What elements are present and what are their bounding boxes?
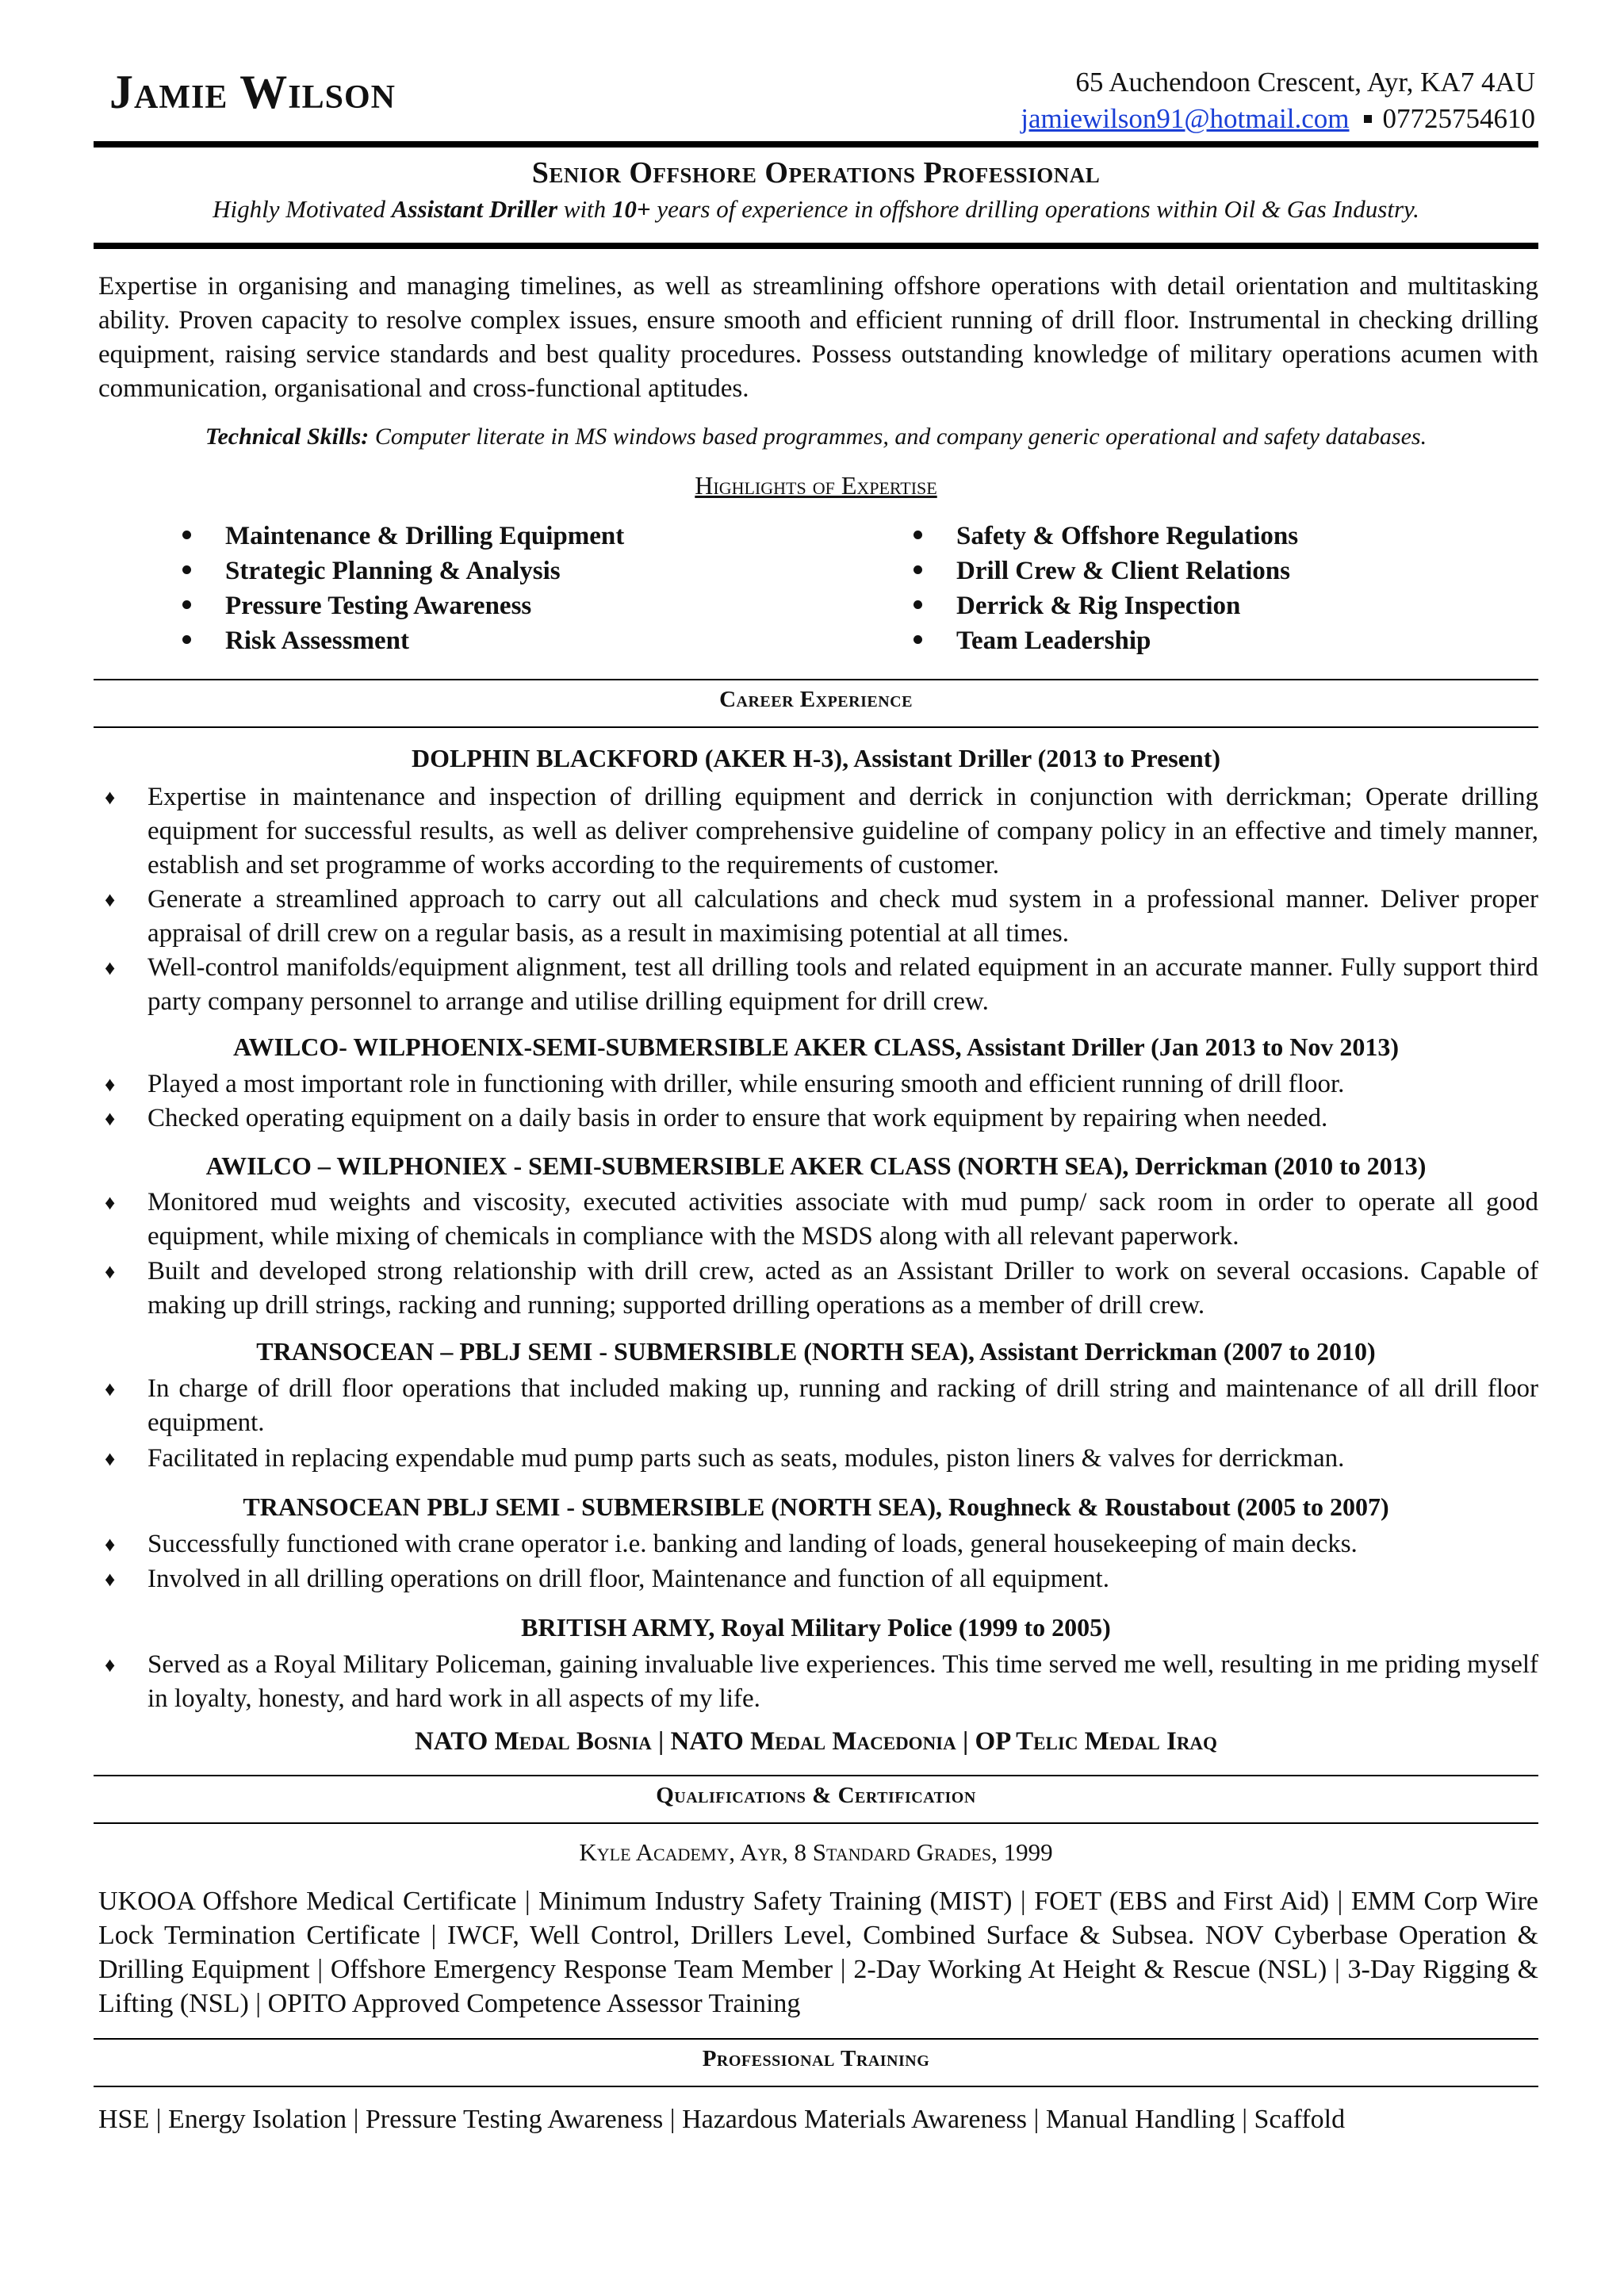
job-bullet: Played a most important role in functioning with driller, while ensuring smooth and efficient running of drill floor.: [147, 1070, 1345, 1098]
job-heading: AWILCO- WILPHOENIX-SEMI-SUBMERSIBLE AKER CLASS, Assistant Driller (Jan 2013 to Nov 2013): [232, 1033, 1400, 1061]
candidate-name: Jamie Wilson: [109, 66, 396, 118]
highlights-right-list: [910, 519, 1298, 658]
job-bullet: Facilitated in replacing expendable mud pump parts such as seats, modules, piston liners & valves for derrickman.: [147, 1444, 1345, 1473]
list-item: Derrick & Rig Inspection: [910, 588, 1298, 623]
section-divider: [94, 1822, 1538, 1824]
training-title: Professional Training: [702, 2046, 930, 2071]
career-title: Career Experience: [719, 687, 913, 712]
section-divider: [94, 1775, 1538, 1776]
contact-line: [1021, 103, 1535, 135]
job-bullet: Successfully functioned with crane operator i.e. banking and landing of loads, general housekeeping of main decks.: [147, 1530, 1358, 1558]
list-item: Risk Assessment: [179, 623, 624, 658]
bullet-icon: [914, 600, 922, 609]
address: 65 Auchendoon Crescent, Ayr, KA7 4AU: [1075, 67, 1535, 98]
diamond-bullet-icon: ♦: [105, 1568, 116, 1591]
bullet-icon: [914, 635, 922, 644]
header-divider: [94, 141, 1538, 148]
bullet-icon: [914, 531, 922, 539]
job-bullet: In charge of drill floor operations that included making up, running and racking of drill string and maintenance of all drill floor equipment.: [147, 1374, 1538, 1437]
highlights-left-list: [179, 519, 624, 658]
job-heading: TRANSOCEAN PBLJ SEMI - SUBMERSIBLE (NORTH SEA), Roughneck & Roustabout (2005 to 2007): [243, 1492, 1389, 1521]
bullet-icon: [182, 600, 191, 609]
bullet-icon: [182, 635, 191, 644]
job-bullet: Monitored mud weights and viscosity, executed activities associate with mud pump/ sack room in order to operate all good equipment, while mixing of chemicals in compliance with the MSDS along with all relevant paperwork.: [147, 1188, 1538, 1251]
job-bullet: Checked operating equipment on a daily basis in order to ensure that work equipment by repairing when needed.: [147, 1104, 1328, 1132]
technical-skills: Technical Skills: Computer literate in MS windows based programmes, and company generic operational and safety databases.: [205, 423, 1427, 450]
list-item: Pressure Testing Awareness: [179, 588, 624, 623]
list-item: Drill Crew & Client Relations: [910, 554, 1298, 588]
diamond-bullet-icon: ♦: [105, 1533, 116, 1556]
square-bullet-icon: [1364, 115, 1372, 123]
job-heading: BRITISH ARMY, Royal Military Police (1999 to 2005): [521, 1613, 1111, 1642]
bullet-icon: [914, 565, 922, 574]
job-bullet: Involved in all drilling operations on drill floor, Maintenance and function of all equipment.: [147, 1565, 1109, 1593]
diamond-bullet-icon: ♦: [105, 1447, 116, 1470]
diamond-bullet-icon: ♦: [105, 956, 116, 979]
list-item: Team Leadership: [910, 623, 1298, 658]
bullet-icon: [182, 565, 191, 574]
headline: Senior Offshore Operations Professional: [531, 156, 1101, 190]
diamond-bullet-icon: ♦: [105, 1377, 116, 1400]
tagline: Highly Motivated Assistant Driller with 10+ years of experience in offshore drilling operations within Oil & Gas Industry.: [213, 195, 1419, 223]
job-bullet: Built and developed strong relationship with drill crew, acted as an Assistant Driller to work on several occasions. Capable of making up drill strings, racking and running; supported drilling operations as a member of drill crew.: [147, 1257, 1538, 1320]
highlights-title: Highlights of Expertise: [695, 471, 937, 500]
diamond-bullet-icon: ♦: [105, 1653, 116, 1676]
section-divider: [94, 679, 1538, 680]
list-item: Safety & Offshore Regulations: [910, 519, 1298, 554]
list-item: Strategic Planning & Analysis: [179, 554, 624, 588]
diamond-bullet-icon: ♦: [105, 1260, 116, 1283]
email-link[interactable]: jamiewilson91@hotmail.com: [1021, 103, 1350, 134]
section-divider: [94, 726, 1538, 728]
profile-summary: Expertise in organising and managing timelines, as well as streamlining offshore operations with detail orientation and multitasking ability. Proven capacity to resolve complex issues, ensure smooth and efficient running of drill floor. Instrumental in checking drilling equipment, raising service standards and best quality procedures. Possess outstanding knowledge of military operations acumen with communication, organisational and cross-functional aptitudes.: [98, 272, 1538, 403]
diamond-bullet-icon: ♦: [105, 1107, 116, 1130]
job-bullet: Generate a streamlined approach to carry out all calculations and check mud system in a professional manner. Deliver proper appraisal of drill crew on a regular basis, as a result in maximising potential at all times.: [147, 885, 1538, 948]
job-bullet: Served as a Royal Military Policeman, gaining invaluable live experiences. This time served me well, resulting in me priding myself in loyalty, honesty, and hard work in all aspects of my life.: [147, 1650, 1538, 1713]
job-bullet: Expertise in maintenance and inspection of drilling equipment and derrick in conjunction with derrickman; Operate drilling equipment for successful results, as well as deliver comprehensive guideline of company policy in an effective and timely manner, establish and set programme of works according to the requirements of customer.: [147, 783, 1538, 879]
bullet-icon: [182, 531, 191, 539]
phone-number: 07725754610: [1382, 103, 1535, 134]
training-list: HSE | Energy Isolation | Pressure Testing Awareness | Hazardous Materials Awareness | Manual Handling | Scaffold: [98, 2105, 1346, 2134]
qualifications-title: Qualifications & Certification: [656, 1783, 976, 1808]
headline-divider: [94, 243, 1538, 249]
section-divider: [94, 2038, 1538, 2040]
section-divider: [94, 2086, 1538, 2087]
diamond-bullet-icon: ♦: [105, 1191, 116, 1214]
job-heading: DOLPHIN BLACKFORD (AKER H-3), Assistant Driller (2013 to Present): [411, 744, 1221, 772]
diamond-bullet-icon: ♦: [105, 888, 116, 911]
job-heading: AWILCO – WILPHONIEX - SEMI-SUBMERSIBLE AKER CLASS (NORTH SEA), Derrickman (2010 to 2013): [205, 1151, 1427, 1180]
school-line: Kyle Academy, Ayr, 8 Standard Grades, 1999: [579, 1838, 1053, 1866]
job-bullet: Well-control manifolds/equipment alignment, test all drilling tools and related equipment in an accurate manner. Fully support third party company personnel to arrange and utilise drilling equipment for drill crew.: [147, 953, 1538, 1016]
job-heading: TRANSOCEAN – PBLJ SEMI - SUBMERSIBLE (NORTH SEA), Assistant Derrickman (2007 to 2010): [256, 1337, 1376, 1366]
diamond-bullet-icon: ♦: [105, 1073, 116, 1096]
diamond-bullet-icon: ♦: [105, 786, 116, 809]
list-item: Maintenance & Drilling Equipment: [179, 519, 624, 554]
certifications-text: UKOOA Offshore Medical Certificate | Minimum Industry Safety Training (MIST) | FOET (EBS and First Aid) | EMM Corp Wire Lock Termination Certificate | IWCF, Well Control, Drillers Level, Combined Surface & Subsea. NOV Cyberbase Operation & Drilling Equipment | Offshore Emergency Response Team Member | 2-Day Working At Height & Rescue (NSL) | 3-Day Rigging & Lifting (NSL) | OPITO Approved Competence Assessor Training: [98, 1887, 1538, 2018]
medals-line: NATO Medal Bosnia | NATO Medal Macedonia | OP Telic Medal Iraq: [415, 1727, 1217, 1756]
